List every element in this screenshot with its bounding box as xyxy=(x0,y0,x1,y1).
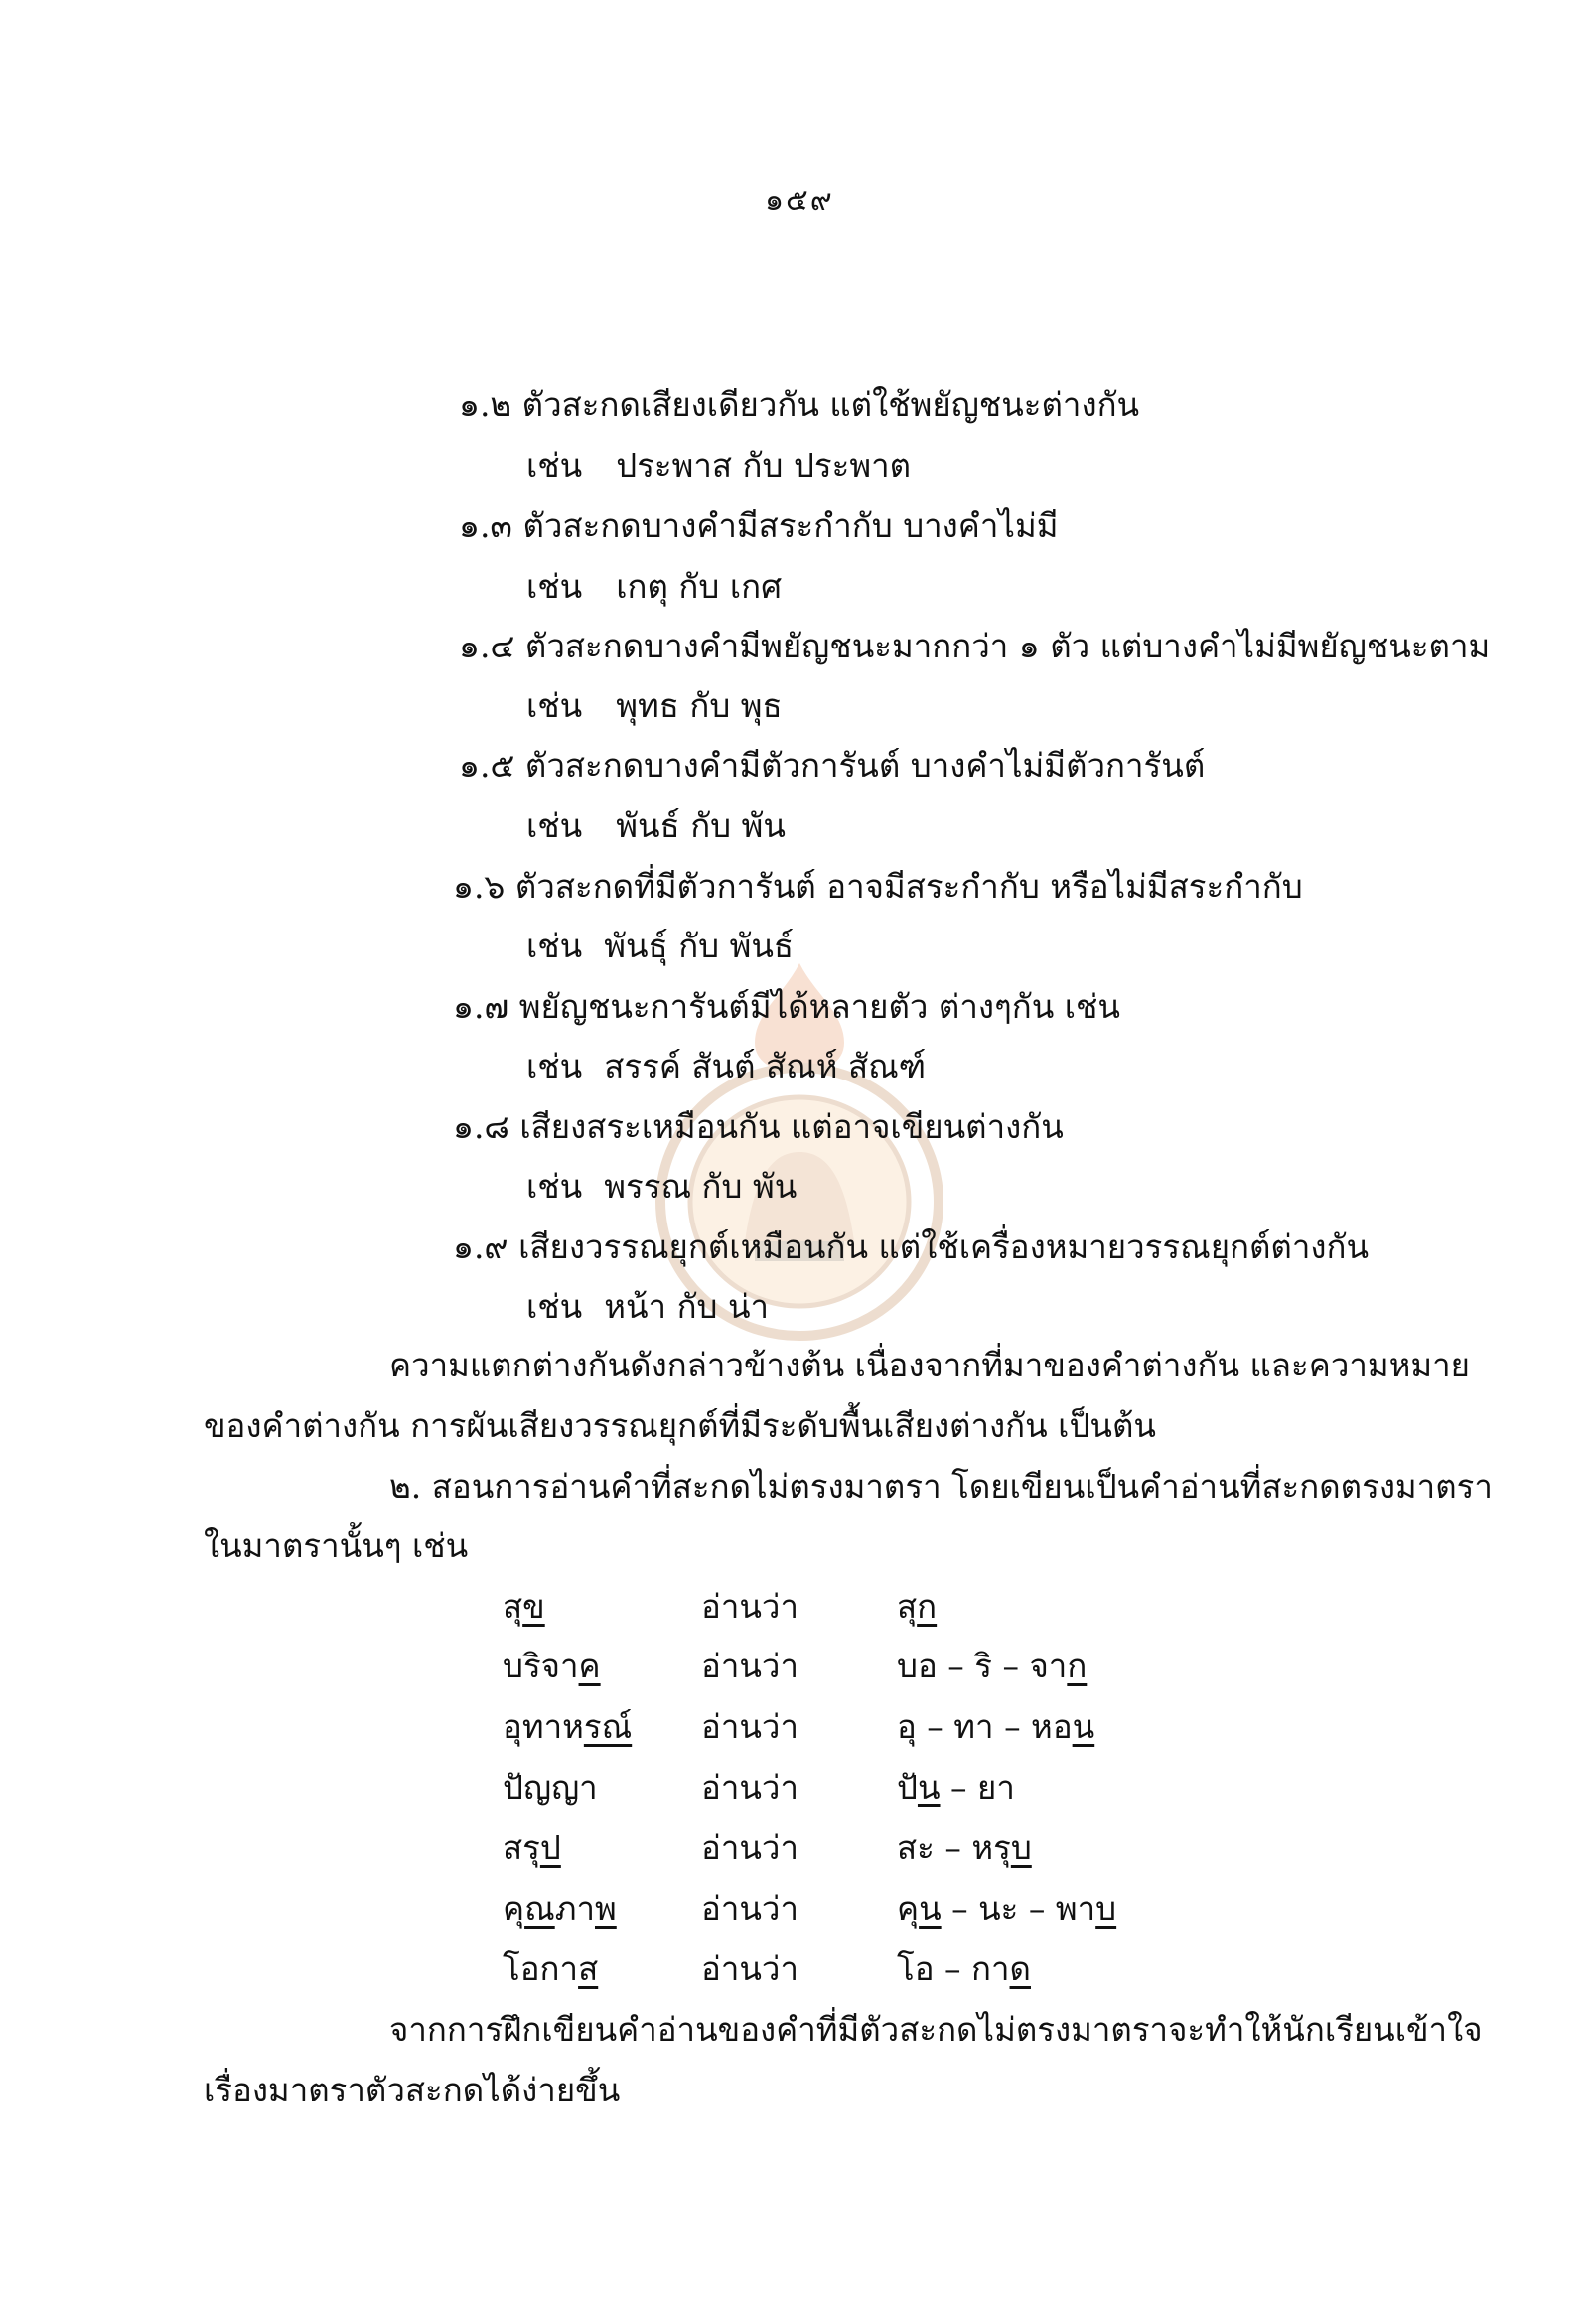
item-1-6-example xyxy=(526,920,794,972)
example-prefix: เช่น xyxy=(526,686,583,725)
table-word: อุทาหรณ์ xyxy=(503,1707,633,1746)
table-connector: อ่านว่า xyxy=(701,1768,798,1806)
table-word: สรุป xyxy=(503,1828,561,1867)
example-words: พุทธ กับ พุธ xyxy=(616,686,783,725)
item-1-7-heading: ๑.๗ พยัญชนะการันต์มีได้หลายตัว ต่างๆกัน เช่น xyxy=(453,987,1120,1026)
page-number: ๑๕๙ xyxy=(765,183,834,217)
item-1-2-example xyxy=(526,439,911,492)
example-prefix: เช่น xyxy=(526,1047,583,1085)
example-prefix: เช่น xyxy=(526,927,583,965)
table-connector: อ่านว่า xyxy=(701,1949,798,1988)
example-prefix: เช่น xyxy=(526,567,583,606)
paragraph-3-line-1: จากการฝึกเขียนคำอ่านของคำที่มีตัวสะกดไม่ตรงมาตราจะทำให้นักเรียนเข้าใจ xyxy=(389,2010,1483,2049)
example-words: สรรค์ สันต์ สัณห์ สัณฑ์ xyxy=(604,1047,927,1085)
example-words: เกตุ กับ เกศ xyxy=(616,567,783,606)
table-connector: อ่านว่า xyxy=(701,1828,798,1867)
example-prefix: เช่น xyxy=(526,1287,583,1326)
table-reading: ปัน – ยา xyxy=(897,1768,1015,1806)
table-reading: บอ – ริ – จาก xyxy=(897,1647,1088,1685)
table-reading: โอ – กาด xyxy=(897,1949,1031,1988)
table-reading: อุ – ทา – หอน xyxy=(897,1707,1095,1746)
item-1-2-heading: ๑.๒ ตัวสะกดเสียงเดียวกัน แต่ใช้พยัญชนะต่างกัน xyxy=(459,385,1140,424)
item-1-4-example xyxy=(526,679,783,732)
table-connector: อ่านว่า xyxy=(701,1889,798,1928)
table-reading: สะ – หรุบ xyxy=(897,1828,1032,1867)
example-prefix: เช่น xyxy=(526,446,583,485)
item-1-5-heading: ๑.๕ ตัวสะกดบางคำมีตัวการันต์ บางคำไม่มีตัวการันต์ xyxy=(459,746,1206,785)
paragraph-2-line-1: ๒. สอนการอ่านคำที่สะกดไม่ตรงมาตรา โดยเขียนเป็นคำอ่านที่สะกดตรงมาตรา xyxy=(389,1467,1493,1506)
example-words: พันธ์ กับ พัน xyxy=(616,806,786,845)
paragraph-1-line-1: ความแตกต่างกันดังกล่าวข้างต้น เนื่องจากที่มาของคำต่างกัน และความหมาย xyxy=(389,1346,1471,1384)
paragraph-2-line-2: ในมาตรานั้นๆ เช่น xyxy=(204,1526,469,1565)
example-words: พรรณ กับ พัน xyxy=(604,1167,798,1206)
table-word: โอกาส xyxy=(503,1949,599,1988)
item-1-9-heading: ๑.๙ เสียงวรรณยุกต์เหมือนกัน แต่ใช้เครื่องหมายวรรณยุกต์ต่างกัน xyxy=(453,1227,1370,1266)
table-word: สุข xyxy=(503,1587,545,1626)
example-words: หน้า กับ น่า xyxy=(604,1287,770,1326)
table-reading: สุก xyxy=(897,1587,938,1626)
table-word: คุณภาพ xyxy=(503,1889,617,1928)
table-connector: อ่านว่า xyxy=(701,1647,798,1685)
item-1-9-example xyxy=(526,1280,769,1333)
paragraph-1-line-2: ของคำต่างกัน การผันเสียงวรรณยุกต์ที่มีระดับพื้นเสียงต่างกัน เป็นต้น xyxy=(204,1406,1156,1445)
example-words: ประพาส กับ ประพาต xyxy=(616,446,912,485)
paragraph-3-line-2: เรื่องมาตราตัวสะกดได้ง่ายขึ้น xyxy=(204,2071,621,2109)
item-1-6-heading: ๑.๖ ตัวสะกดที่มีตัวการันต์ อาจมีสระกำกับ หรือไม่มีสระกำกับ xyxy=(453,867,1303,906)
item-1-7-example xyxy=(526,1040,926,1092)
table-connector: อ่านว่า xyxy=(701,1587,798,1626)
item-1-8-heading: ๑.๘ เสียงสระเหมือนกัน แต่อาจเขียนต่างกัน xyxy=(453,1107,1064,1146)
example-prefix: เช่น xyxy=(526,806,583,845)
table-reading: คุน – นะ – พาบ xyxy=(897,1889,1117,1928)
example-prefix: เช่น xyxy=(526,1167,583,1206)
table-word: ปัญญา xyxy=(503,1768,598,1806)
item-1-3-heading: ๑.๓ ตัวสะกดบางคำมีสระกำกับ บางคำไม่มี xyxy=(459,506,1059,545)
example-words: พันธุ์ กับ พันธ์ xyxy=(604,927,795,965)
table-word: บริจาค xyxy=(503,1647,601,1685)
item-1-3-example xyxy=(526,560,782,613)
item-1-5-example xyxy=(526,799,786,852)
item-1-8-example xyxy=(526,1160,797,1213)
table-connector: อ่านว่า xyxy=(701,1707,798,1746)
item-1-4-heading: ๑.๔ ตัวสะกดบางคำมีพยัญชนะมากกว่า ๑ ตัว แต่บางคำไม่มีพยัญชนะตาม xyxy=(459,627,1491,665)
